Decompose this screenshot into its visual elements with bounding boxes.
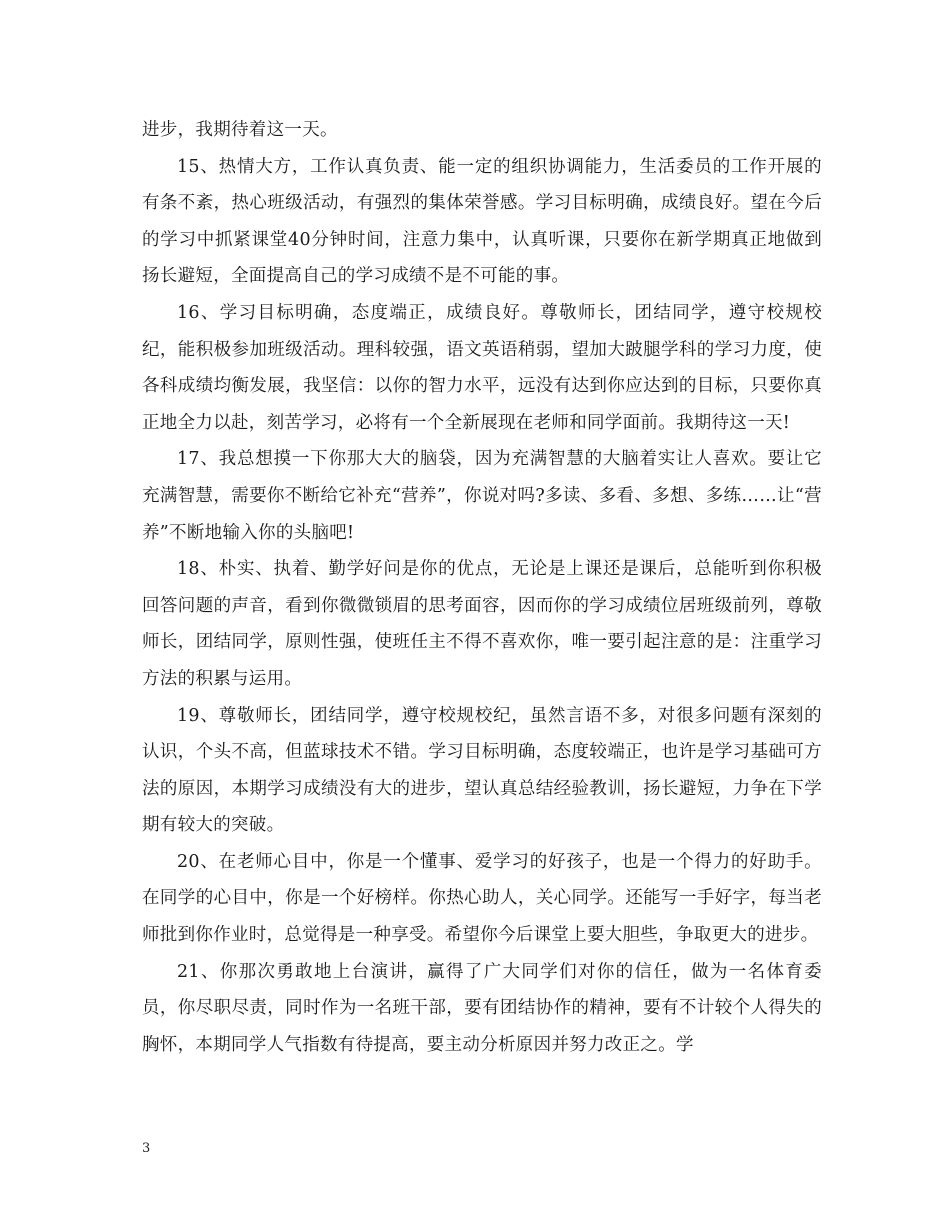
paragraph-item-20: 20、在老师心目中，你是一个懂事、爱学习的好孩子，也是一个得力的好助手。在同学的心目中，你是一个好榜样。你热心助人，关心同学。还能写一手好字，每当老师批到你作业时，总觉得是一种享受。希望你今后课堂上要大胆些，争取更大的进步。: [142, 851, 822, 946]
paragraph-item-17: 17、我总想摸一下你那大大的脑袋，因为充满智慧的大脑着实让人喜欢。要让它充满智慧，需要你不断给它补充“营养”，你说对吗?多读、多看、多想、多练……让“营养”不断地输入你的头脑吧!: [142, 449, 822, 543]
page-number: 3: [142, 1141, 151, 1156]
paragraph-item-21: 21、你那次勇敢地上台演讲，赢得了广大同学们对你的信任，做为一名体育委员，你尽职尽责，同时作为一名班干部，要有团结协作的精神，要有不计较个人得失的胸怀，本期同学人气指数有待提高，要主动分析原因并努力改正之。学: [142, 961, 822, 1055]
paragraph-continuation: 进步，我期待着这一天。: [142, 120, 338, 140]
paragraph-item-16: 16、学习目标明确，态度端正，成绩良好。尊敬师长，团结同学，遵守校规校纪，能积极参加班级活动。理科较强，语文英语稍弱，望加大跛腿学科的学习力度，使各科成绩均衡发展，我坚信：以你的智力水平，远没有达到你应达到的目标，只要你真正地全力以赴，刻苦学习，必将有一个全新展现在老师和同学面前。我期待这一天!: [142, 302, 822, 433]
paragraph-item-18: 18、朴实、执着、勤学好问是你的优点，无论是上课还是课后，总能听到你积极回答问题的声音，看到你微微锁眉的思考面容，因而你的学习成绩位居班级前列，尊敬师长，团结同学，原则性强，使班任主不得不喜欢你，唯一要引起注意的是：注重学习方法的积累与运用。: [142, 559, 822, 689]
paragraph-item-19: 19、尊敬师长，团结同学，遵守校规校纪，虽然言语不多，对很多问题有深刻的认识，个头不高，但蓝球技术不错。学习目标明确，态度较端正，也许是学习基础可方法的原因，本期学习成绩没有大的进步，望认真总结经验教训，扬长避短，力争在下学期有较大的突破。: [142, 705, 822, 836]
paragraph-item-15: 15、热情大方，工作认真负责、能一定的组织协调能力，生活委员的工作开展的有条不紊，热心班级活动，有强烈的集体荣誉感。学习目标明确，成绩良好。望在今后的学习中抓紧课堂40分钟时间，注意力集中，认真听课，只要你在新学期真正地做到扬长避短，全面提高自己的学习成绩不是不可能的事。: [142, 156, 822, 287]
document-body: [142, 112, 822, 1063]
